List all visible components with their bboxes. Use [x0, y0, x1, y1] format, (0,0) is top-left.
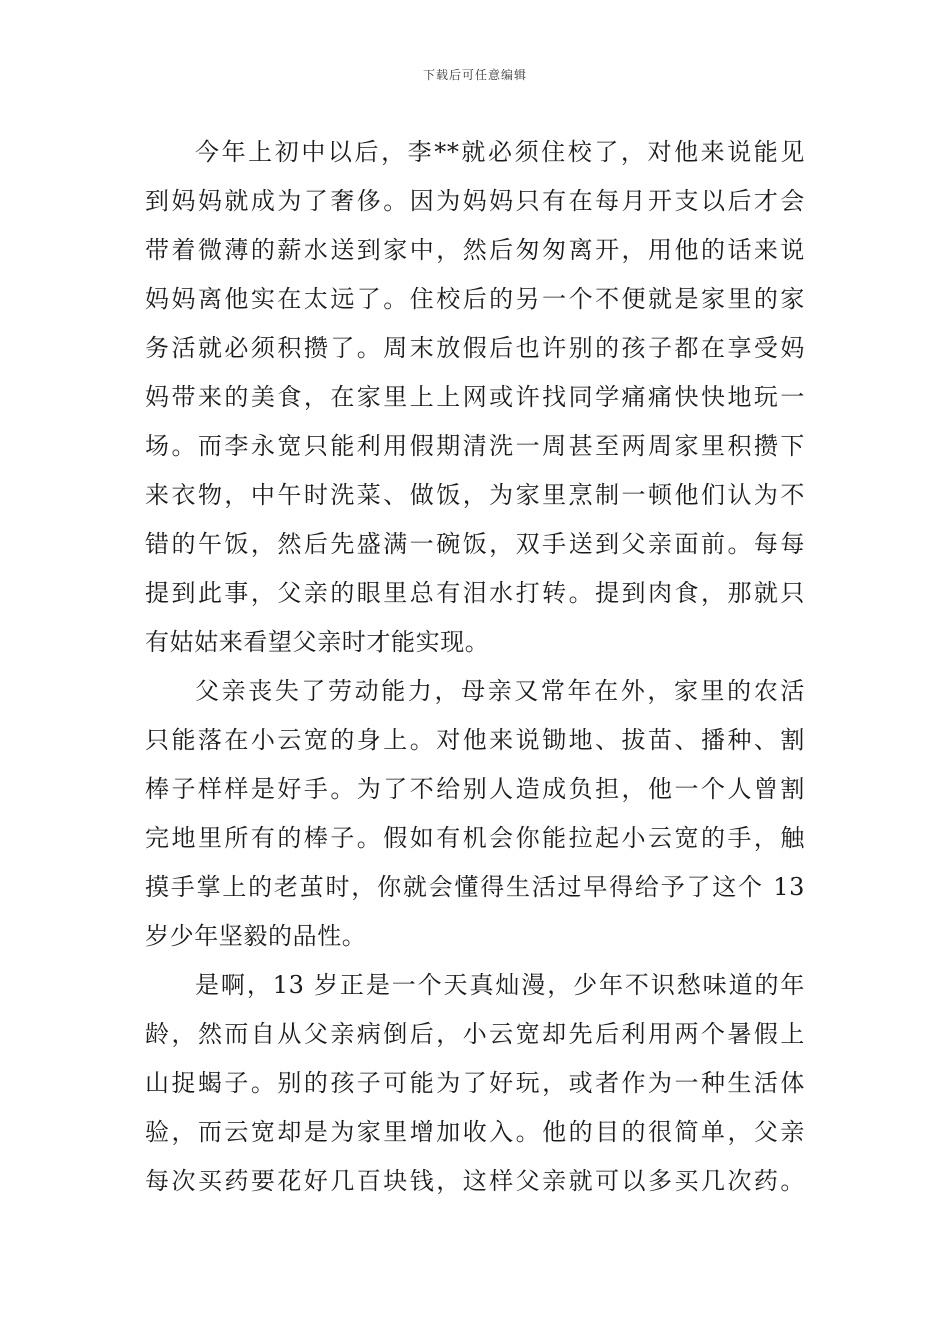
text-line: 场。而李永宽只能利用假期清洗一周甚至两周家里积攒下	[145, 432, 805, 460]
text-line: 错的午饭，然后先盛满一碗饭，双手送到父亲面前。每每	[145, 530, 805, 558]
text-line: 妈妈离他实在太远了。住校后的另一个不便就是家里的家	[145, 285, 805, 313]
text-line: 只能落在小云宽的身上。对他来说锄地、拔苗、播种、割	[145, 726, 805, 754]
text-line: 务活就必须积攒了。周末放假后也许别的孩子都在享受妈	[145, 334, 805, 362]
text-line: 棒子样样是好手。为了不给别人造成负担，他一个人曾割	[145, 775, 805, 803]
text-line: 每次买药要花好几百块钱，这样父亲就可以多买几次药。	[145, 1167, 805, 1195]
text-line: 龄，然而自从父亲病倒后，小云宽却先后利用两个暑假上	[145, 1020, 805, 1048]
text-line: 今年上初中以后，李**就必须住校了，对他来说能见	[195, 138, 805, 166]
text-line: 山捉蝎子。别的孩子可能为了好玩，或者作为一种生活体	[145, 1069, 805, 1097]
download-note: 下载后可任意编辑	[422, 68, 527, 82]
text-line: 验，而云宽却是为家里增加收入。他的目的很简单，父亲	[145, 1118, 805, 1146]
text-line: 到妈妈就成为了奢侈。因为妈妈只有在每月开支以后才会	[145, 187, 805, 215]
document-body	[145, 128, 805, 1206]
text-line: 完地里所有的棒子。假如有机会你能拉起小云宽的手，触	[145, 824, 805, 852]
text-line: 父亲丧失了劳动能力，母亲又常年在外，家里的农活	[195, 677, 805, 705]
text-line: 有姑姑来看望父亲时才能实现。	[145, 628, 490, 656]
text-line: 提到此事，父亲的眼里总有泪水打转。提到肉食，那就只	[145, 579, 805, 607]
paragraph-1	[145, 128, 805, 667]
text-line: 带着微薄的薪水送到家中，然后匆匆离开，用他的话来说	[145, 236, 805, 264]
text-line: 岁少年坚毅的品性。	[145, 922, 367, 950]
text-line: 妈带来的美食，在家里上上网或许找同学痛痛快快地玩一	[145, 383, 805, 411]
paragraph-2	[145, 667, 805, 961]
text-line: 摸手掌上的老茧时，你就会懂得生活过早得给予了这个 13	[145, 873, 805, 901]
text-line: 是啊，13 岁正是一个天真灿漫，少年不识愁味道的年	[195, 971, 805, 999]
paragraph-3	[145, 961, 805, 1206]
text-line: 来衣物，中午时洗菜、做饭，为家里烹制一顿他们认为不	[145, 481, 805, 509]
